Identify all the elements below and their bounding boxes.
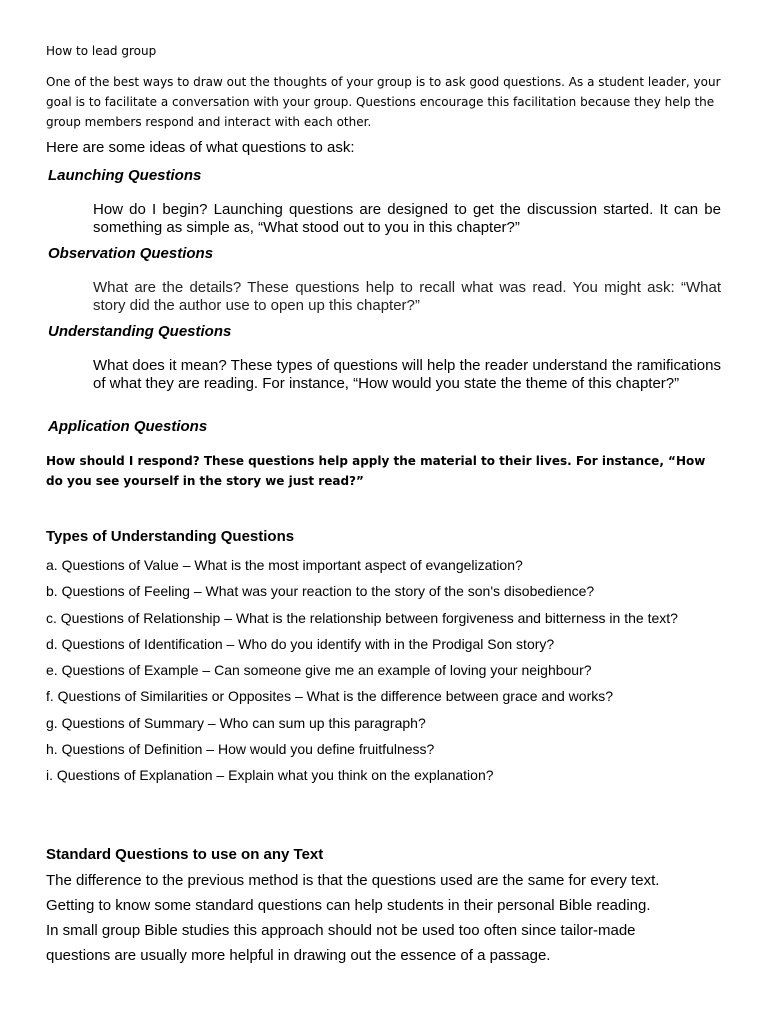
document-title: How to lead group bbox=[46, 44, 157, 58]
list-item: b. Questions of Feeling – What was your reaction to the story of the son's disobedience? bbox=[46, 583, 595, 600]
standard-paragraph bbox=[46, 869, 736, 969]
types-list bbox=[46, 552, 736, 789]
understanding-heading: Understanding Questions bbox=[48, 323, 232, 340]
paragraph-line: In small group Bible studies this approach should not be used too often since tailor-made bbox=[46, 922, 636, 939]
list-item: f. Questions of Similarities or Opposites – What is the difference between grace and works? bbox=[46, 688, 614, 705]
launching-text: How do I begin? Launching questions are designed to get the discussion started. It can be something as simple as, “What stood out to you in this chapter?” bbox=[93, 201, 721, 236]
application-text: How should I respond? These questions help apply the material to their lives. For instance, “How do you see yourself in the story we just read?” bbox=[46, 454, 706, 488]
list-item: c. Questions of Relationship – What is the relationship between forgiveness and bitterness in the text? bbox=[46, 609, 678, 626]
paragraph-line: questions are usually more helpful in drawing out the essence of a passage. bbox=[46, 947, 551, 964]
list-item: d. Questions of Identification – Who do you identify with in the Prodigal Son story? bbox=[46, 635, 555, 652]
intro-paragraph: One of the best ways to draw out the thoughts of your group is to ask good questions. As a student leader, your goal is to facilitate a conversation with your group. Questions encourage this facilitation because they help the group members respond and interact with each other. bbox=[46, 75, 721, 129]
paragraph-line: The difference to the previous method is that the questions used are the same for every text. bbox=[46, 872, 660, 889]
observation-text: What are the details? These questions help to recall what was read. You might ask: “What story did the author use to open up this chapter?” bbox=[93, 279, 721, 314]
list-item: a. Questions of Value – What is the most important aspect of evangelization? bbox=[46, 557, 523, 573]
ideas-line: Here are some ideas of what questions to ask: bbox=[46, 139, 355, 156]
list-item: g. Questions of Summary – Who can sum up this paragraph? bbox=[46, 714, 426, 731]
standard-heading: Standard Questions to use on any Text bbox=[46, 846, 324, 863]
paragraph-line: Getting to know some standard questions can help students in their personal Bible reading. bbox=[46, 897, 651, 914]
launching-heading: Launching Questions bbox=[48, 167, 202, 184]
types-heading: Types of Understanding Questions bbox=[46, 528, 295, 545]
list-item: h. Questions of Definition – How would you define fruitfulness? bbox=[46, 741, 435, 758]
understanding-text: What does it mean? These types of questions will help the reader understand the ramifications of what they are reading. For instance, “How would you state the theme of this chapter?” bbox=[93, 357, 721, 392]
list-item: e. Questions of Example – Can someone give me an example of loving your neighbour? bbox=[46, 662, 592, 679]
list-item: i. Questions of Explanation – Explain what you think on the explanation? bbox=[46, 767, 494, 784]
application-heading: Application Questions bbox=[48, 418, 208, 435]
observation-heading: Observation Questions bbox=[48, 245, 214, 262]
